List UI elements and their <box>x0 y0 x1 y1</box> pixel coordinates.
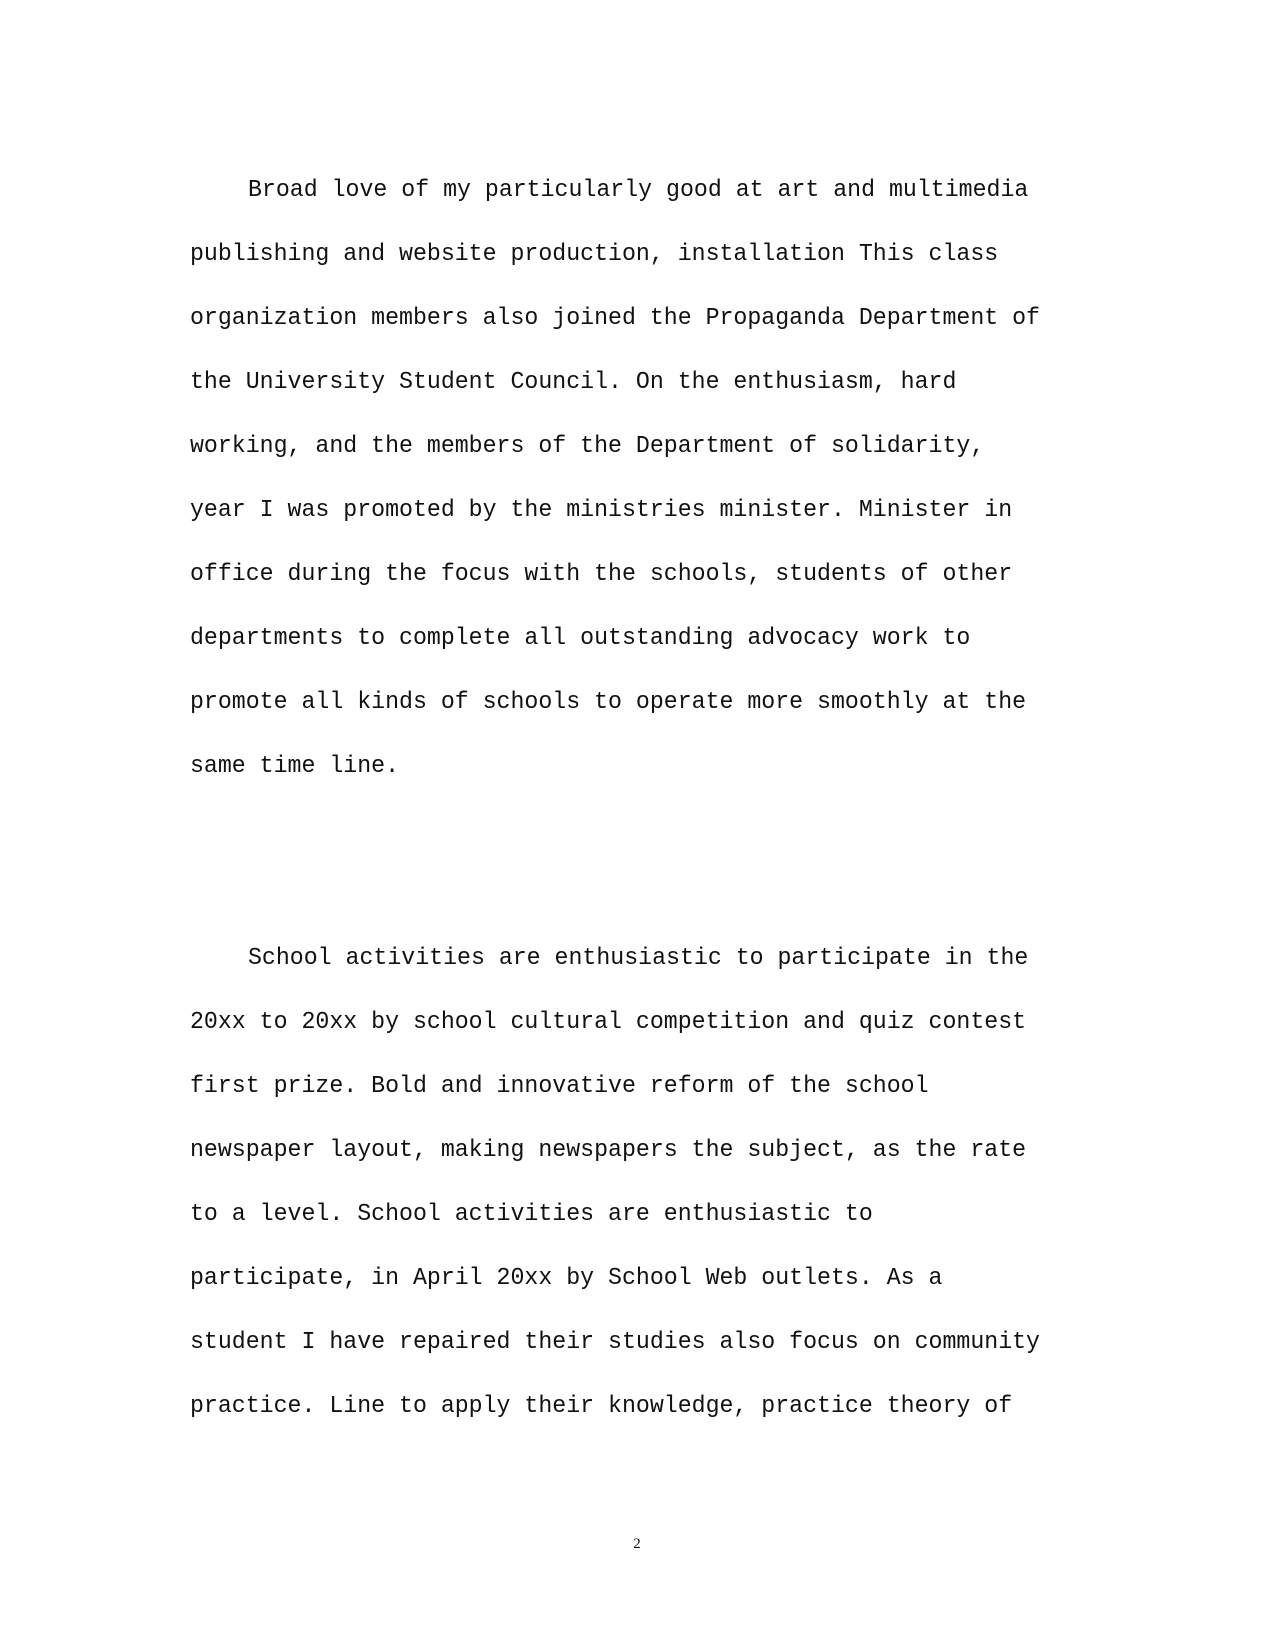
paragraph-line: practice. Line to apply their knowledge, practice theory of <box>190 1393 1013 1420</box>
paragraph-line: office during the focus with the schools, students of other <box>190 561 1013 588</box>
paragraph-line: Broad love of my particularly good at art and multimedia <box>248 177 1029 204</box>
paragraph-line: to a level. School activities are enthusiastic to <box>190 1201 873 1228</box>
paragraph-line: participate, in April 20xx by School Web outlets. As a <box>190 1265 943 1292</box>
paragraph-line: publishing and website production, installation This class <box>190 241 999 268</box>
paragraph-line: first prize. Bold and innovative reform of the school <box>190 1073 929 1100</box>
paragraph-line: departments to complete all outstanding advocacy work to <box>190 625 971 652</box>
paragraph-line: working, and the members of the Department of solidarity, <box>190 433 985 460</box>
paragraph-line: 20xx to 20xx by school cultural competition and quiz contest <box>190 1009 1027 1036</box>
paragraph-line: same time line. <box>190 753 400 780</box>
paragraph-line: student I have repaired their studies also focus on community <box>190 1329 1041 1356</box>
paragraph-line: year I was promoted by the ministries minister. Minister in <box>190 497 1013 524</box>
paragraph-line: newspaper layout, making newspapers the subject, as the rate <box>190 1137 1027 1164</box>
paragraph-line: promote all kinds of schools to operate more smoothly at the <box>190 689 1027 716</box>
paragraph-line: the University Student Council. On the enthusiasm, hard <box>190 369 957 396</box>
paragraph-line: organization members also joined the Propaganda Department of <box>190 305 1041 332</box>
page-number: 2 <box>633 1536 641 1552</box>
paragraph-line: School activities are enthusiastic to participate in the <box>248 945 1029 972</box>
